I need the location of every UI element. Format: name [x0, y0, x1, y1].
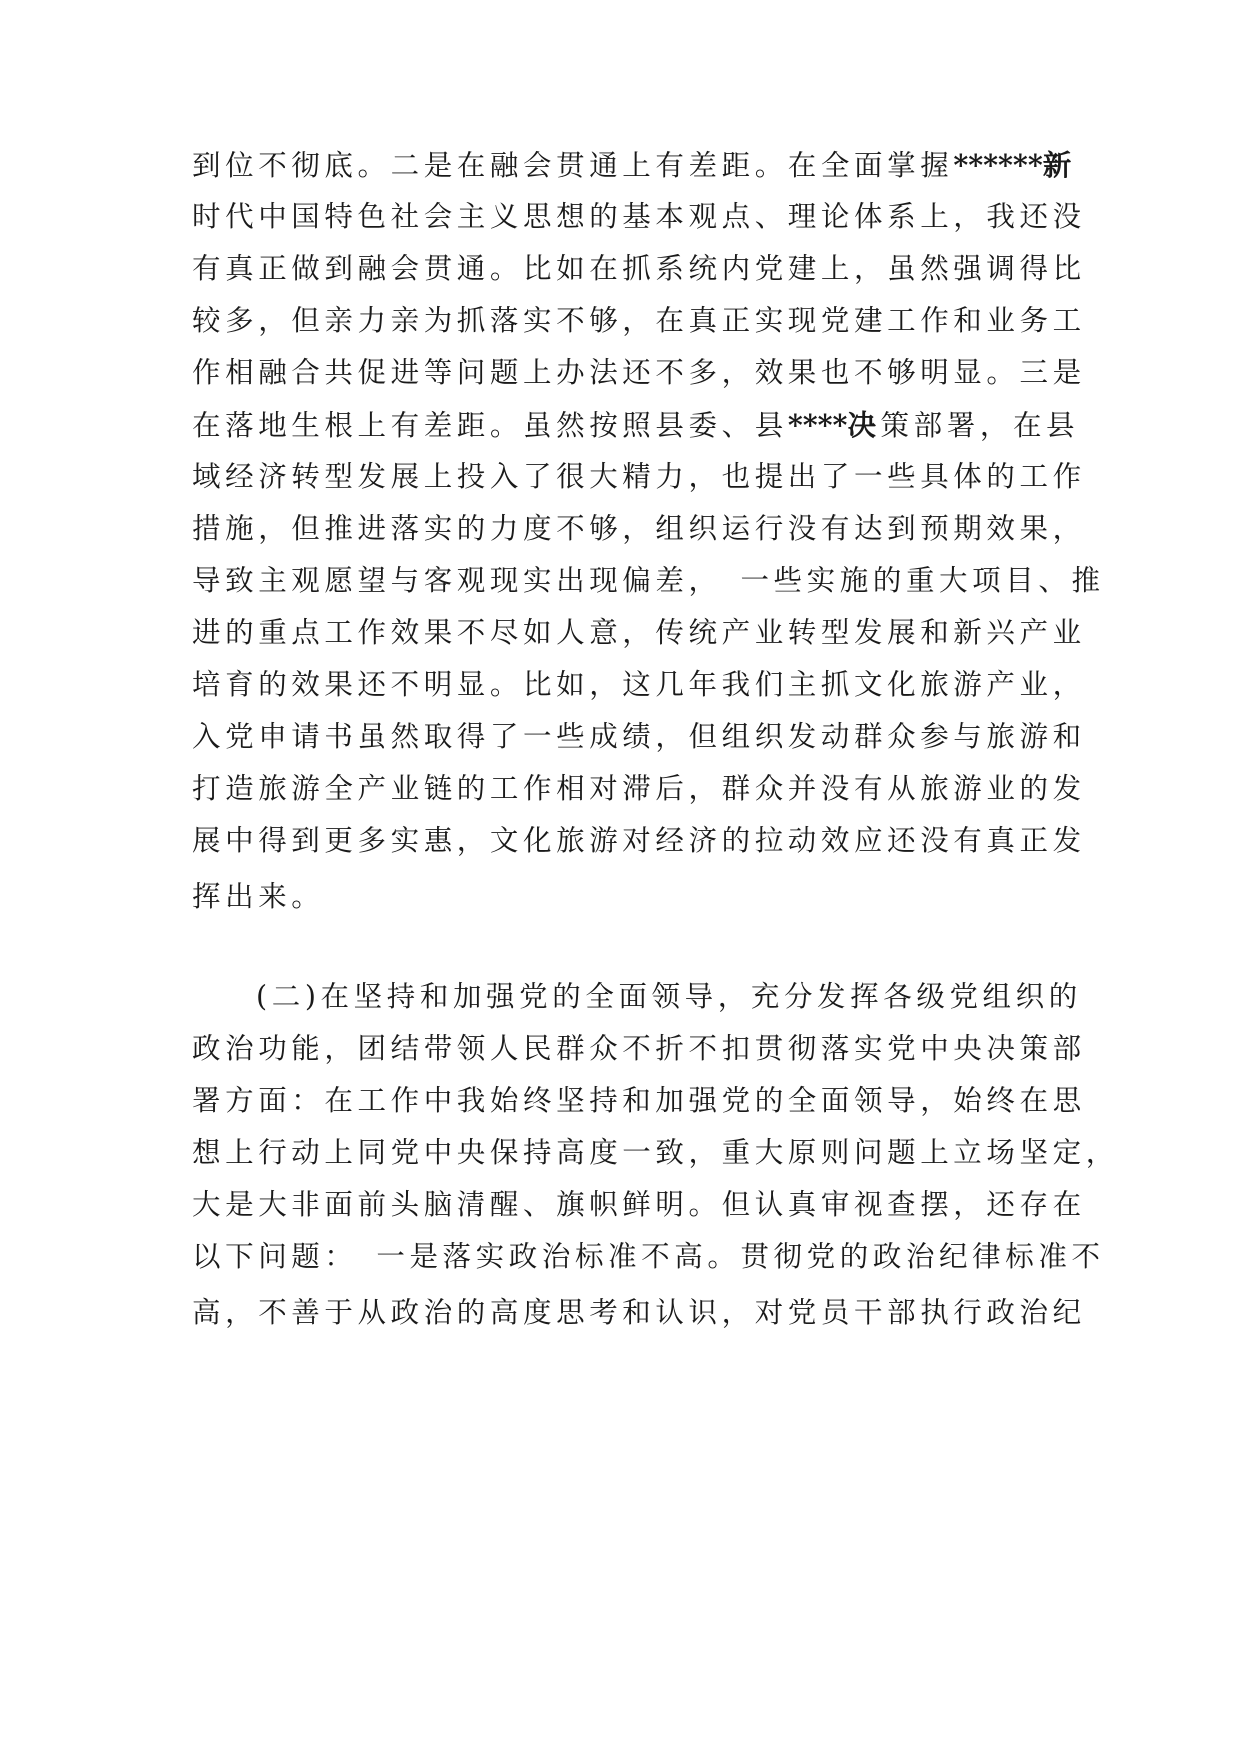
text-line-10: [192, 611, 1086, 655]
text-segment: 大是大非面前头脑清醒、旗帜鲜明。但认真审视查摆，还存在: [192, 1188, 1086, 1221]
text-segment: 措施，但推进落实的力度不够，组织运行没有达到预期效果，: [192, 512, 1086, 545]
text-line-6: [192, 403, 1080, 447]
text-line-17: [192, 1027, 1086, 1071]
text-segment: 展中得到更多实惠，文化旅游对经济的拉动效应还没有真正发: [192, 824, 1086, 857]
text-segment: 以下问题： 一是落实政治标准不高。贯彻党的政治纪律标准不: [192, 1240, 1105, 1273]
text-line-18: [192, 1079, 1086, 1123]
text-segment: 挥出来。: [192, 880, 325, 913]
section-heading-line: [256, 975, 1116, 1019]
text-line-19: [192, 1131, 1119, 1175]
text-segment: 导致主观愿望与客观现实出现偏差， 一些实施的重大项目、推: [192, 564, 1105, 597]
text-segment: 较多，但亲力亲为抓落实不够，在真正实现党建工作和业务工: [192, 304, 1086, 337]
text-line-20: [192, 1183, 1086, 1227]
text-segment: 进的重点工作效果不尽如人意，传统产业转型发展和新兴产业: [192, 616, 1086, 649]
text-line-14: [192, 819, 1086, 863]
text-line-11: [192, 663, 1086, 707]
bold-text: 新: [1042, 148, 1076, 182]
redacted-mark: ****: [787, 408, 848, 442]
text-segment: 作相融合共促进等问题上办法还不多，效果也不够明显。三是: [192, 356, 1086, 389]
text-line-12: [192, 715, 1086, 759]
text-segment: 策部署，在县: [880, 409, 1080, 442]
text-segment: 培育的效果还不明显。比如，这几年我们主抓文化旅游产业，: [192, 668, 1086, 701]
text-line-7: [192, 455, 1086, 499]
text-segment: 在落地生根上有差距。虽然按照县委、县: [192, 409, 788, 442]
text-line-9: [192, 559, 1105, 603]
text-segment: 时代中国特色社会主义思想的基本观点、理论体系上，我还没: [192, 200, 1086, 233]
text-segment: 署方面：在工作中我始终坚持和加强党的全面领导，始终在思: [192, 1084, 1086, 1117]
text-line-2: [192, 195, 1086, 239]
text-segment: 有真正做到融会贯通。比如在抓系统内党建上，虽然强调得比: [192, 252, 1086, 285]
text-line-13: [192, 767, 1086, 811]
text-segment: 到位不彻底。二是在融会贯通上有差距。在全面掌握: [192, 149, 954, 182]
text-line-4: [192, 299, 1086, 343]
text-line-15: [192, 875, 1052, 919]
text-segment: 想上行动上同党中央保持高度一致，重大原则问题上立场坚定，: [192, 1136, 1119, 1169]
text-line-21: [192, 1235, 1105, 1279]
text-line-3: [192, 247, 1086, 291]
text-line-5: [192, 351, 1086, 395]
text-line-8: [192, 507, 1086, 551]
text-segment: (二)在坚持和加强党的全面领导，充分发挥各级党组织的: [256, 980, 1082, 1013]
text-line-1: [192, 143, 1076, 187]
text-line-22: [192, 1291, 1086, 1335]
text-segment: 打造旅游全产业链的工作相对滞后，群众并没有从旅游业的发: [192, 772, 1086, 805]
text-segment: 域经济转型发展上投入了很大精力，也提出了一些具体的工作: [192, 460, 1086, 493]
bold-text: 决: [847, 408, 881, 442]
text-segment: 入党申请书虽然取得了一些成绩，但组织发动群众参与旅游和: [192, 720, 1086, 753]
redacted-mark: ******: [953, 148, 1043, 182]
text-segment: 政治功能，团结带领人民群众不折不扣贯彻落实党中央决策部: [192, 1032, 1086, 1065]
text-segment: 高，不善于从政治的高度思考和认识，对党员干部执行政治纪: [192, 1296, 1086, 1329]
